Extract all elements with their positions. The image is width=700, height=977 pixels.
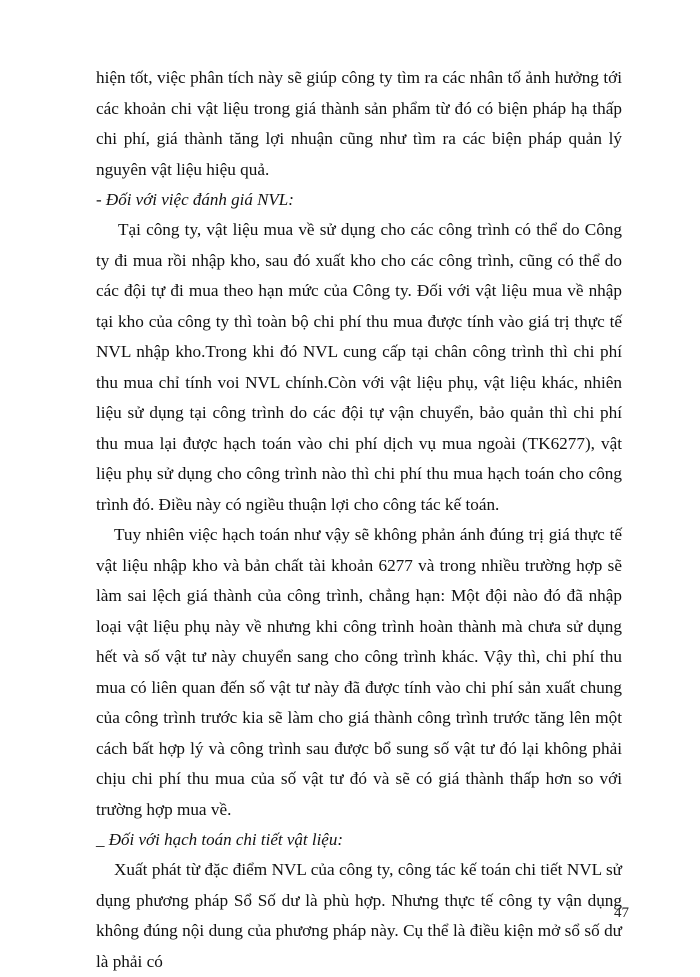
page-content xyxy=(96,63,622,977)
paragraph-nvl-valuation: Tại công ty, vật liệu mua về sử dụng cho các công trình có thể do Công ty đi mua rồi nhập kho, sau đó xuất kho cho các công trình, cũng có thể do các đội tự đi mua theo hạn mức của Công ty. Đối với vật liệu mua về nhập tại kho của công ty thì toàn bộ chi phí thu mua được tính vào giá trị thực tế NVL nhập kho.Trong khi đó NVL cung cấp tại chân công trình thì chi phí thu mua chỉ tính voi NVL chính.Còn với vật liệu phụ, vật liệu khác, nhiên liệu sử dụng tại công trình do các đội tự vận chuyển, bảo quản thì chi phí thu mua lại được hạch toán vào chi phí dịch vụ mua ngoài (TK6277), vật liệu phụ sử dụng cho công trình nào thì chi phí thu mua hạch toán cho công trình đó. Điều này có ngiều thuận lợi cho công tác kế toán. xyxy=(96,220,622,514)
paragraph-intro-continuation: hiện tốt, việc phân tích này sẽ giúp công ty tìm ra các nhân tố ảnh hưởng tới các khoản chi vật liệu trong giá thành sản phẩm từ đó có biện pháp hạ thấp chi phí, giá thành tăng lợi nhuận cũng như tìm ra các biện pháp quản lý nguyên vật liệu hiệu quả. xyxy=(96,68,622,179)
paragraph-balance-book-method: Xuất phát từ đặc điểm NVL của công ty, công tác kế toán chi tiết NVL sử dụng phương pháp Sổ Số dư là phù hợp. Nhưng thực tế công ty vận dụng không đúng nội dung của phương pháp này. Cụ thể là điều kiện mở sổ số dư là phải có xyxy=(96,860,622,971)
paragraph-accounting-impact: Tuy nhiên việc hạch toán như vậy sẽ không phản ánh đúng trị giá thực tế vật liệu nhập kho và bản chất tài khoản 6277 và trong nhiều trường hợp sẽ làm sai lệch giá thành của công trình, chẳng hạn: Một đội nào đó đã nhập loại vật liệu phụ này về nhưng khi công trình hoàn thành mà chưa sử dụng hết và số vật tư này chuyển sang cho công trình khác. Vậy thì, chi phí thu mua có liên quan đến số vật tư này đã được tính vào chi phí sản xuất chung của công trình trước kia sẽ làm cho giá thành công trình trước tăng lên một cách bất hợp lý và công trình sau được bổ sung số vật tư đó lại không phải chịu chi phí thu mua của số vật tư đó và sẽ có giá thành thấp hơn so với trường hợp mua về. xyxy=(96,525,622,819)
section-heading-nvl-valuation: - Đối với việc đánh giá NVL: xyxy=(96,190,294,209)
section-heading-detailed-accounting: _ Đối với hạch toán chi tiết vật liệu: xyxy=(96,830,344,849)
page-number: 47 xyxy=(614,905,629,921)
